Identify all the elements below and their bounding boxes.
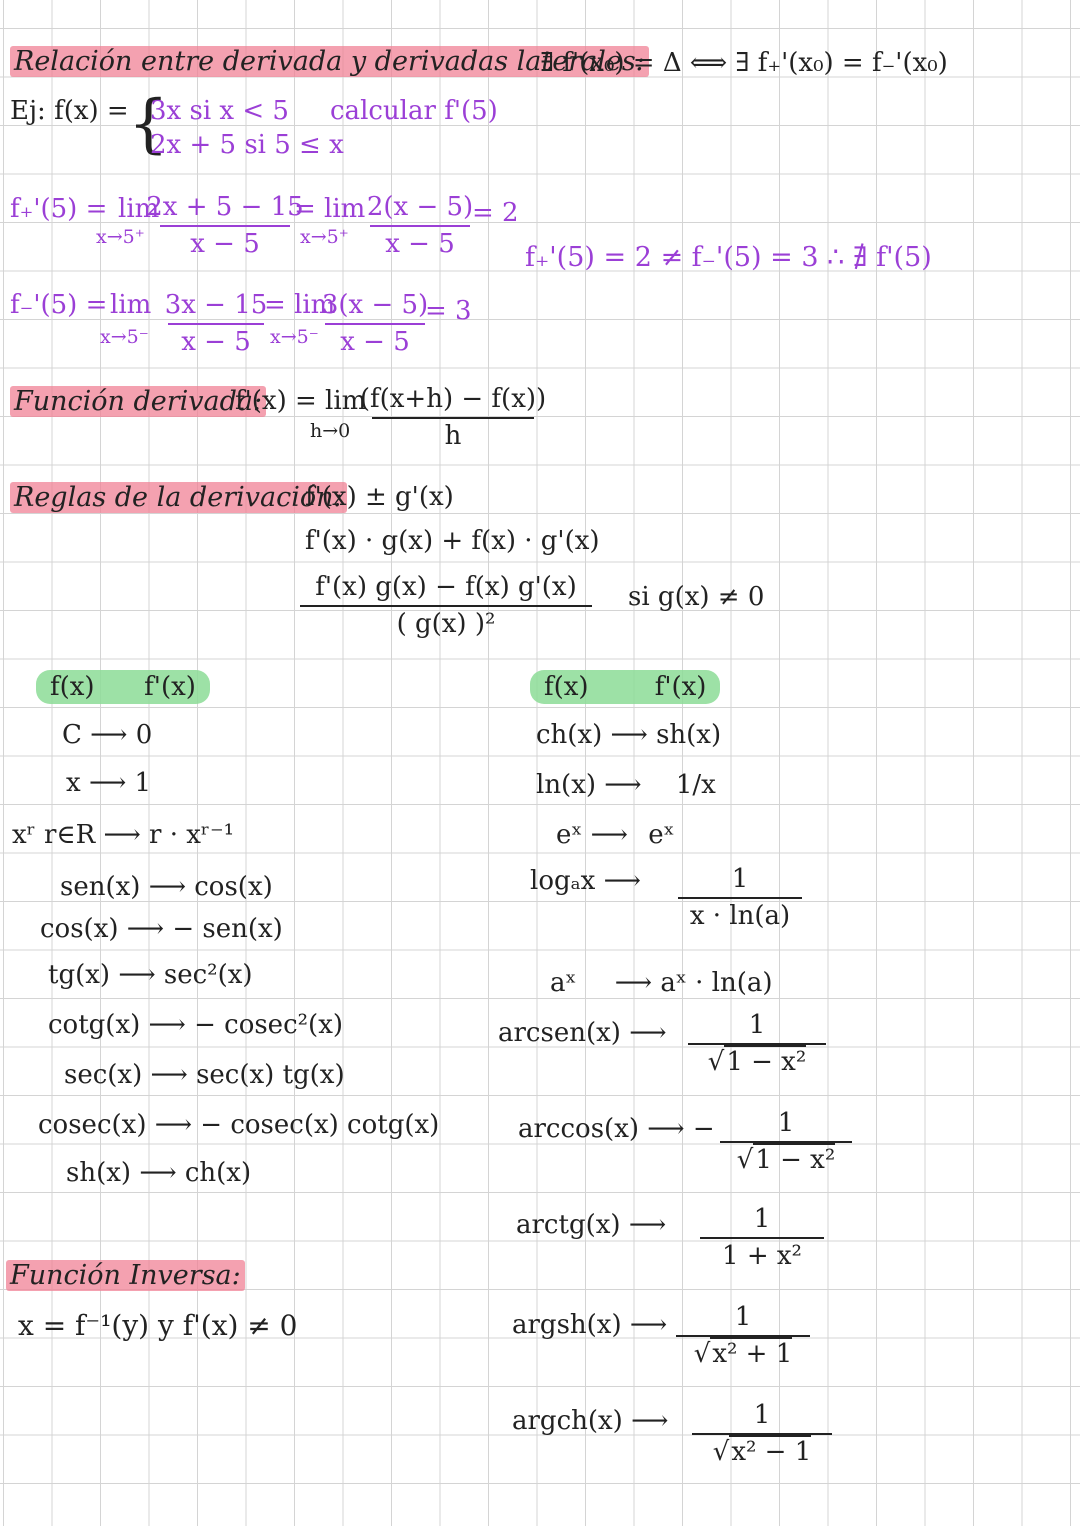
derived-function-lhs: f'(x) = lim [235, 386, 367, 416]
rules-heading: Reglas de la derivación: [10, 484, 347, 511]
arrow-icon: ⟶ [628, 1210, 667, 1240]
right-row-argsh-derivative: 1 √x² + 1 [676, 1304, 810, 1369]
left-limit-lhs: f₋'(5) = [10, 290, 108, 320]
right-row-arccos-derivative: 1 √1 − x² [720, 1110, 852, 1175]
left-row-tg: tg(x) ⟶ sec²(x) [48, 960, 253, 990]
arrow-icon: ⟶ [604, 770, 642, 800]
left-row-sen: sen(x) ⟶ cos(x) [60, 872, 273, 902]
arrow-icon: ⟶ [103, 820, 141, 850]
left-limit-eq: = lim [264, 290, 336, 320]
lateral-derivatives-heading: Relación entre derivada y derivadas laterales: [10, 48, 649, 75]
left-limit-sub-2: x→5⁻ [270, 326, 319, 348]
right-row-log-derivative: 1 x · ln(a) [678, 866, 802, 931]
example-task: calcular f'(5) [330, 96, 498, 126]
rule-quotient-condition: si g(x) ≠ 0 [628, 582, 765, 612]
right-row-exp: eˣ ⟶ eˣ [556, 820, 675, 850]
left-row-constant: C ⟶ 0 [62, 720, 153, 750]
right-limit-sub-2: x→5⁺ [300, 226, 349, 248]
left-row-sh: sh(x) ⟶ ch(x) [66, 1158, 252, 1188]
rule-sum: f'(x) ± g'(x) [305, 482, 454, 512]
arrow-icon: ⟶ [614, 968, 653, 998]
arrow-icon: ⟶ [139, 1158, 177, 1188]
arrow-icon: ⟶ [88, 768, 127, 798]
sqrt-icon: √ [712, 1437, 730, 1468]
right-row-ax: aˣ ⟶ aˣ · ln(a) [550, 968, 773, 998]
arrow-icon: ⟶ [90, 720, 128, 750]
left-limit-sub-1: x→5⁻ [100, 326, 149, 348]
arrow-icon: ⟶ [154, 1110, 193, 1140]
derived-function-heading: Función derivada: [10, 388, 266, 415]
right-row-ln: ln(x) ⟶ 1/x [536, 770, 716, 800]
left-row-cotg: cotg(x) ⟶ − cosec²(x) [48, 1010, 344, 1040]
arrow-icon: ⟶ [610, 720, 648, 750]
lateral-conclusion: f₊'(5) = 2 ≠ f₋'(5) = 3 ∴ ∄ f'(5) [525, 242, 932, 273]
left-row-power: xʳ r∈R ⟶ r · xʳ⁻¹ [12, 820, 235, 850]
right-row-arctg: arctg(x) ⟶ [516, 1210, 667, 1240]
arrow-icon: ⟶ [603, 866, 641, 896]
inverse-function-formula: x = f⁻¹(y) y f'(x) ≠ 0 [18, 1309, 298, 1342]
right-row-arctg-derivative: 1 1 + x² [700, 1206, 824, 1271]
arrow-icon: ⟶ [631, 1406, 669, 1436]
arrow-icon: ⟶ [118, 960, 156, 990]
arrow-icon: ⟶ [150, 1060, 188, 1090]
right-limit-fraction-2: 2(x − 5) x − 5 [366, 192, 474, 260]
right-limit-eq: = lim [294, 194, 366, 224]
left-limit-lim: lim [110, 290, 152, 320]
left-row-sec: sec(x) ⟶ sec(x) tg(x) [64, 1060, 345, 1090]
example-label: Ej: f(x) = [10, 96, 129, 126]
rule-quotient: f'(x) g(x) − f(x) g'(x) ( g(x) )² [300, 574, 592, 639]
right-row-arcsen-derivative: 1 √1 − x² [688, 1012, 826, 1077]
right-limit-sub-1: x→5⁺ [96, 226, 145, 248]
left-row-x: x ⟶ 1 [66, 768, 152, 798]
right-row-arccos: arccos(x) ⟶ − [518, 1114, 715, 1144]
arrow-icon: ⟶ [629, 1310, 668, 1340]
sqrt-icon: √ [707, 1047, 725, 1078]
right-row-argsh: argsh(x) ⟶ [512, 1310, 668, 1340]
right-row-log: logₐx ⟶ [530, 866, 641, 896]
arrow-icon: ⟶ [647, 1114, 685, 1144]
example-case-1: 3x si x < 5 [150, 96, 289, 126]
arrow-icon: ⟶ [629, 1018, 667, 1048]
rule-product: f'(x) · g(x) + f(x) · g'(x) [305, 526, 600, 556]
right-limit-lim: lim [118, 194, 160, 224]
example-case-2: 2x + 5 si 5 ≤ x [150, 130, 344, 160]
left-row-cosec: cosec(x) ⟶ − cosec(x) cotg(x) [38, 1110, 440, 1140]
right-row-argch: argch(x) ⟶ [512, 1406, 669, 1436]
left-table-header: f(x) f'(x) [36, 674, 210, 700]
inverse-function-heading: Función Inversa: [6, 1262, 245, 1289]
left-limit-result: = 3 [425, 296, 472, 326]
derived-function-sub: h→0 [310, 420, 351, 442]
piecewise-brace: { [128, 87, 169, 161]
arrow-icon: ⟶ [126, 914, 165, 944]
arrow-icon: ⟶ [148, 872, 186, 902]
right-limit-fraction-1: 2x + 5 − 15 x − 5 [146, 192, 304, 260]
arrow-icon: ⟶ [590, 820, 628, 850]
sqrt-icon: √ [736, 1145, 754, 1176]
right-row-ch: ch(x) ⟶ sh(x) [536, 720, 722, 750]
left-limit-fraction-2: 3(x − 5) x − 5 [321, 290, 429, 358]
derived-function-fraction: (f(x+h) − f(x)) h [359, 384, 547, 452]
lateral-derivatives-statement: ∃ f'(x₀) = Δ ⟺ ∃ f₊'(x₀) = f₋'(x₀) [540, 48, 948, 78]
sqrt-icon: √ [693, 1339, 711, 1370]
right-table-header: f(x) f'(x) [530, 674, 720, 700]
right-limit-lhs: f₊'(5) = [10, 194, 108, 224]
right-row-arcsen: arcsen(x) ⟶ [498, 1018, 667, 1048]
arrow-icon: ⟶ [148, 1010, 186, 1040]
left-row-cos: cos(x) ⟶ − sen(x) [40, 914, 283, 944]
right-limit-result: = 2 [472, 198, 519, 228]
left-limit-fraction-1: 3x − 15 x − 5 [164, 290, 268, 358]
right-row-argch-derivative: 1 √x² − 1 [692, 1402, 832, 1467]
